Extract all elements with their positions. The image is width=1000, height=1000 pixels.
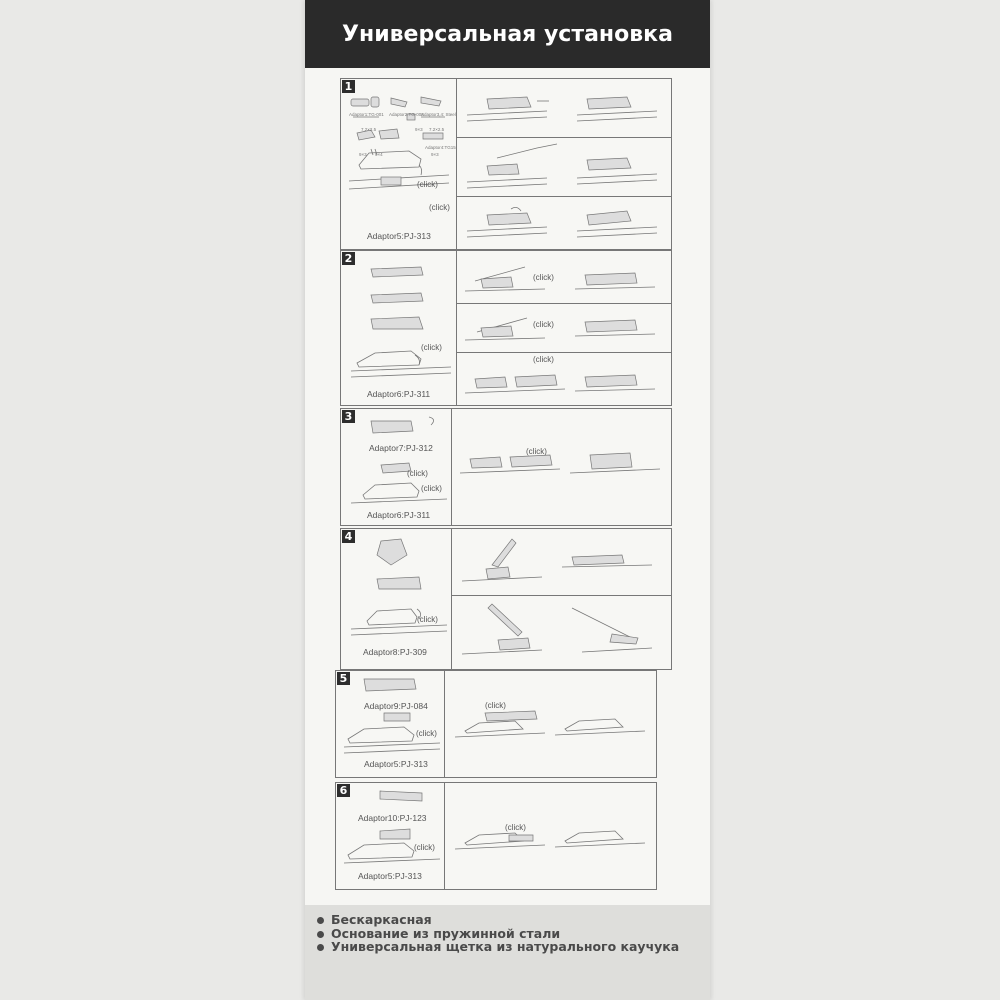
step-number: 4 [342,530,355,543]
step-2-diagram-row [457,353,671,405]
wiper-diagram [465,310,655,346]
step-2-right-panel [457,251,671,405]
adaptor-label: Adaptor6:PJ-311 [367,389,431,399]
wiper-diagram [467,89,657,129]
adaptor-label: Adaptor6:PJ-311 [367,510,431,520]
wiper-diagram [460,445,660,485]
step-6-left-panel [336,783,445,889]
part-label: 9×3 [431,152,439,157]
step-1-diagram-row [457,79,671,138]
step-number: 5 [337,672,350,685]
adaptor-label: Adaptor5:PJ-313 [367,231,431,241]
part-label: Adaptor1:TG-001 [349,112,384,117]
step-number: 3 [342,410,355,423]
step-3 [340,408,672,526]
adaptor-top-label: Adaptor10:PJ-123 [358,813,427,823]
click-label: (click) [429,203,450,212]
click-label: (click) [505,823,526,832]
part-label: Adaptor2:TG-008 [389,112,424,117]
wiper-diagram [467,144,657,190]
click-label: (click) [533,355,554,364]
part-label: Adaptor3,4: Steel [421,112,456,117]
part-label: 7.2×2.5 [429,127,445,132]
adaptor-illustration [351,535,447,645]
step-2-diagram-row [457,304,671,353]
instruction-sheet [305,0,710,1000]
wiper-diagram [465,363,655,399]
features-list [305,905,710,954]
step-1-left-panel [341,79,457,249]
step-2 [340,250,672,406]
feature-item: Универсальная щетка из натурального каучука [315,940,710,954]
step-6 [335,782,657,890]
step-5-left-panel [336,671,445,777]
part-label: 9×3 [359,152,367,157]
click-label: (click) [416,729,437,738]
step-3-left-panel [341,409,452,525]
adaptor-illustration [344,675,440,755]
adaptor-label: Adaptor5:PJ-313 [358,871,422,881]
step-4-left-panel [341,529,452,669]
step-5 [335,670,657,778]
step-1-right-panel [457,79,671,249]
wiper-diagram [455,707,645,743]
click-label: (click) [533,320,554,329]
step-number: 1 [342,80,355,93]
click-label: (click) [485,701,506,710]
wiper-diagram [462,537,652,587]
features-panel [305,905,710,1000]
step-4-diagram-row [452,529,671,596]
part-label: Adaptor4:TG15 [425,145,456,150]
click-label: (click) [526,447,547,456]
adaptor-illustration [351,263,451,383]
part-label: 9×3 [415,127,423,132]
feature-item: Бескаркасная [315,913,710,927]
step-3-right-panel [452,409,671,525]
click-label: (click) [421,343,442,352]
wiper-diagram [467,203,657,243]
click-label: (click) [414,843,435,852]
feature-item: Основание из пружинной стали [315,927,710,941]
step-1 [340,78,672,250]
wiper-diagram [465,261,655,297]
adaptor-top-label: Adaptor7:PJ-312 [369,443,433,453]
wiper-diagram [455,823,645,857]
part-label: 9×4 [375,152,383,157]
step-number: 2 [342,252,355,265]
click-label: (click) [417,615,438,624]
step-4 [340,528,672,670]
step-2-diagram-row [457,251,671,304]
step-4-right-panel [452,529,671,669]
step-5-right-panel [445,671,656,777]
step-4-diagram-row [452,596,671,669]
adaptor-illustration [344,787,440,867]
adaptor-label: Adaptor5:PJ-313 [364,759,428,769]
step-6-right-panel [445,783,656,889]
wiper-diagram [462,602,652,662]
adaptor-top-label: Adaptor9:PJ-084 [364,701,428,711]
click-label: (click) [407,469,428,478]
step-2-left-panel [341,251,457,405]
step-number: 6 [337,784,350,797]
page-title: Универсальная установка [305,0,710,68]
click-label: (click) [421,484,442,493]
click-label: (click) [533,273,554,282]
click-label: (click) [417,180,438,189]
adaptor-label: Adaptor8:PJ-309 [363,647,427,657]
part-label: 7.2×2.5 [361,127,377,132]
step-1-diagram-row [457,197,671,249]
step-1-diagram-row [457,138,671,197]
